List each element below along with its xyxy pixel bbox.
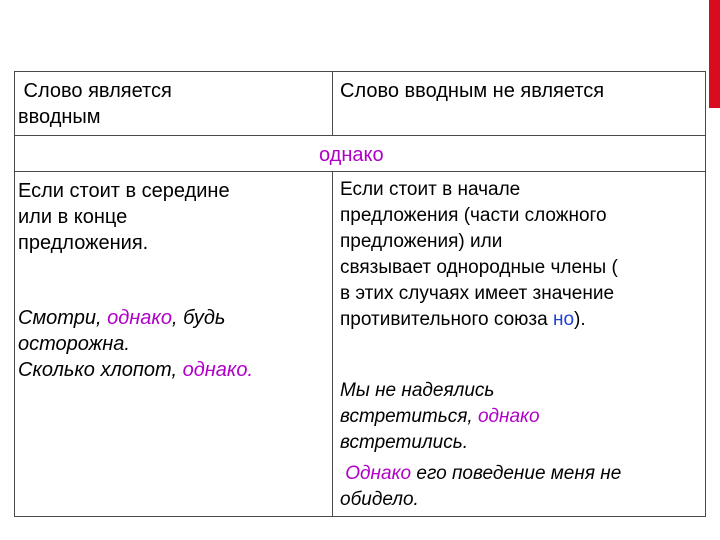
header-column-divider [332,72,333,135]
right-rule-line: предложения (части сложного [340,205,607,226]
example-text: встретиться, [340,406,478,427]
header-not-introductory: Слово вводным не является [340,80,605,102]
right-example-2-line1 [340,461,621,487]
example-text: Сколько хлопот, [18,359,183,381]
word-odnako: однако [319,144,384,166]
accent-bar [709,0,720,108]
highlight-odnako: однако. [182,359,254,381]
left-example-2 [18,357,253,383]
right-rule-line: предложения) или [340,231,503,252]
highlight-no: но [552,309,575,330]
left-rule-line: предложения. [18,232,149,254]
right-example-1-line2 [340,404,540,430]
right-rule-line: связывает однородные члены ( [340,257,618,278]
highlight-odnako: однако [477,406,540,427]
highlight-odnako: однако [107,307,172,329]
left-example-1-line1 [18,305,225,331]
left-rule-line: или в конце [18,206,128,228]
rule-text: ). [574,309,586,330]
example-text: его поведение меня не [411,463,622,484]
right-example-1-line3: встретились. [340,432,468,453]
header-divider [15,135,705,136]
rule-text: противительного союза [340,309,553,330]
right-rule-line: Если стоит в начале [340,179,521,200]
highlight-odnako: Однако [340,463,412,484]
example-text: , будь [171,307,226,329]
example-text: Смотри, [18,307,108,329]
word-row-divider [15,171,705,172]
header-introductory-line2: вводным [18,106,101,128]
comparison-table [14,71,706,517]
right-rule-last-line [340,307,586,333]
left-example-1-line2: осторожна. [18,333,130,355]
right-example-2-line2: обидело. [340,489,419,510]
body-column-divider [332,171,333,516]
right-example-1-line1: Мы не надеялись [340,380,495,401]
left-rule-line: Если стоит в середине [18,180,230,202]
header-introductory-line1: Слово является [18,80,172,102]
right-rule-line: в этих случаях имеет значение [340,283,615,304]
